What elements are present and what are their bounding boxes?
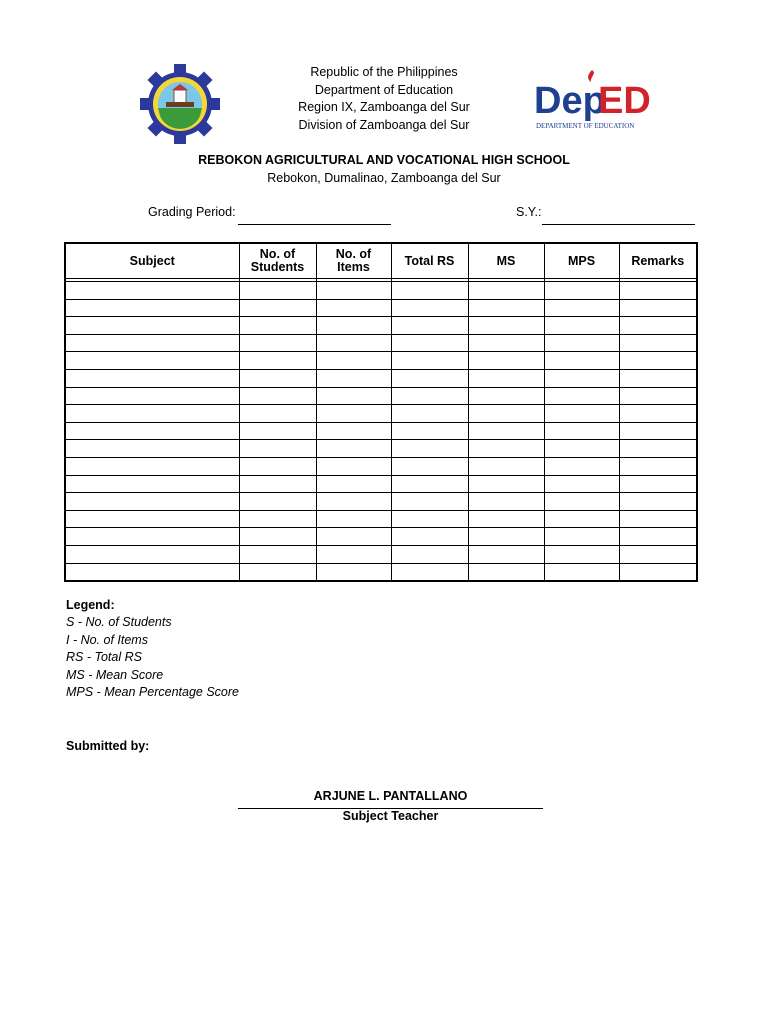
table-row bbox=[65, 475, 697, 493]
table-row bbox=[65, 334, 697, 352]
table-cell[interactable] bbox=[619, 528, 697, 546]
table-cell[interactable] bbox=[239, 282, 316, 300]
table-cell[interactable] bbox=[391, 369, 468, 387]
table-cell[interactable] bbox=[316, 493, 391, 511]
table-cell[interactable] bbox=[239, 299, 316, 317]
sy-label: S.Y.: bbox=[516, 205, 542, 219]
table-row bbox=[65, 422, 697, 440]
table-cell[interactable] bbox=[391, 475, 468, 493]
teacher-name: ARJUNE L. PANTALLANO bbox=[313, 789, 468, 803]
table-cell[interactable] bbox=[468, 563, 544, 581]
table-cell[interactable] bbox=[239, 563, 316, 581]
table-cell[interactable] bbox=[468, 405, 544, 423]
table-cell[interactable] bbox=[619, 299, 697, 317]
legend-item: MS - Mean Score bbox=[66, 668, 164, 682]
table-cell[interactable] bbox=[544, 510, 619, 528]
table-cell[interactable] bbox=[391, 299, 468, 317]
table-row bbox=[65, 440, 697, 458]
table-cell[interactable] bbox=[619, 387, 697, 405]
table-cell[interactable] bbox=[391, 493, 468, 511]
table-cell[interactable] bbox=[468, 510, 544, 528]
table-cell[interactable] bbox=[316, 475, 391, 493]
legend-item: RS - Total RS bbox=[66, 650, 142, 664]
column-header-students-line1: No. of bbox=[259, 247, 296, 261]
table-cell[interactable] bbox=[619, 563, 697, 581]
table-cell[interactable] bbox=[65, 282, 239, 300]
table-cell[interactable] bbox=[65, 510, 239, 528]
table-cell[interactable] bbox=[468, 440, 544, 458]
table-cell[interactable] bbox=[544, 528, 619, 546]
table-cell[interactable] bbox=[391, 405, 468, 423]
column-header-items: No. of Items bbox=[316, 243, 391, 279]
table-cell[interactable] bbox=[316, 369, 391, 387]
table-cell[interactable] bbox=[391, 440, 468, 458]
column-header-ms: MS bbox=[468, 243, 544, 279]
table-cell[interactable] bbox=[65, 457, 239, 475]
table-cell[interactable] bbox=[468, 457, 544, 475]
table-row bbox=[65, 457, 697, 475]
table-cell[interactable] bbox=[468, 369, 544, 387]
table-cell[interactable] bbox=[316, 352, 391, 370]
table-cell[interactable] bbox=[239, 475, 316, 493]
table-cell[interactable] bbox=[619, 405, 697, 423]
deped-logo-dep: Dep bbox=[534, 80, 606, 122]
table-cell[interactable] bbox=[391, 282, 468, 300]
table-cell[interactable] bbox=[391, 457, 468, 475]
table-cell[interactable] bbox=[391, 317, 468, 335]
grading-period-label: Grading Period: bbox=[148, 205, 236, 219]
table-cell[interactable] bbox=[544, 440, 619, 458]
table-cell[interactable] bbox=[544, 299, 619, 317]
table-cell[interactable] bbox=[316, 457, 391, 475]
table-cell[interactable] bbox=[619, 422, 697, 440]
report-table bbox=[64, 242, 698, 582]
table-row bbox=[65, 317, 697, 335]
table-cell[interactable] bbox=[316, 317, 391, 335]
table-cell[interactable] bbox=[619, 440, 697, 458]
header-line-division: Division of Zamboanga del Sur bbox=[298, 118, 470, 132]
table-row bbox=[65, 510, 697, 528]
table-cell[interactable] bbox=[316, 422, 391, 440]
table-cell[interactable] bbox=[239, 334, 316, 352]
column-header-subject: Subject bbox=[65, 243, 239, 279]
table-cell[interactable] bbox=[468, 475, 544, 493]
header-line-region: Region IX, Zamboanga del Sur bbox=[298, 100, 470, 114]
table-cell[interactable] bbox=[239, 352, 316, 370]
table-row bbox=[65, 369, 697, 387]
table-cell[interactable] bbox=[65, 405, 239, 423]
header-line-department: Department of Education bbox=[314, 83, 454, 97]
column-header-remarks: Remarks bbox=[619, 243, 697, 279]
table-cell[interactable] bbox=[468, 493, 544, 511]
table-cell[interactable] bbox=[65, 352, 239, 370]
table-cell[interactable] bbox=[391, 528, 468, 546]
table-cell[interactable] bbox=[391, 545, 468, 563]
table-cell[interactable] bbox=[239, 545, 316, 563]
table-cell[interactable] bbox=[239, 457, 316, 475]
table-cell[interactable] bbox=[544, 563, 619, 581]
table-cell[interactable] bbox=[468, 422, 544, 440]
table-cell[interactable] bbox=[544, 422, 619, 440]
table-cell[interactable] bbox=[544, 405, 619, 423]
table-cell[interactable] bbox=[65, 299, 239, 317]
table-cell[interactable] bbox=[239, 493, 316, 511]
table-cell[interactable] bbox=[544, 387, 619, 405]
header-line-republic: Republic of the Philippines bbox=[310, 65, 458, 79]
table-cell[interactable] bbox=[316, 387, 391, 405]
table-cell[interactable] bbox=[65, 369, 239, 387]
table-cell[interactable] bbox=[316, 563, 391, 581]
table-cell[interactable] bbox=[65, 440, 239, 458]
legend-title: Legend: bbox=[66, 598, 115, 612]
legend-item: MPS - Mean Percentage Score bbox=[66, 685, 239, 699]
table-cell[interactable] bbox=[239, 387, 316, 405]
table-cell[interactable] bbox=[619, 545, 697, 563]
table-cell[interactable] bbox=[468, 528, 544, 546]
table-cell[interactable] bbox=[619, 352, 697, 370]
sy-field[interactable] bbox=[542, 210, 695, 225]
column-header-mps: MPS bbox=[544, 243, 619, 279]
table-cell[interactable] bbox=[391, 510, 468, 528]
table-cell[interactable] bbox=[65, 334, 239, 352]
table-cell[interactable] bbox=[391, 352, 468, 370]
table-cell[interactable] bbox=[316, 282, 391, 300]
table-row bbox=[65, 299, 697, 317]
table-cell[interactable] bbox=[239, 510, 316, 528]
table-cell[interactable] bbox=[544, 369, 619, 387]
table-cell[interactable] bbox=[239, 422, 316, 440]
school-address: Rebokon, Dumalinao, Zamboanga del Sur bbox=[267, 171, 501, 185]
table-cell[interactable] bbox=[468, 317, 544, 335]
school-name: REBOKON AGRICULTURAL AND VOCATIONAL HIGH SCHOOL bbox=[198, 153, 570, 167]
table-cell[interactable] bbox=[619, 493, 697, 511]
table-cell[interactable] bbox=[316, 528, 391, 546]
table-cell[interactable] bbox=[391, 387, 468, 405]
table-cell[interactable] bbox=[316, 405, 391, 423]
table-cell[interactable] bbox=[65, 317, 239, 335]
table-cell[interactable] bbox=[544, 352, 619, 370]
table-cell[interactable] bbox=[544, 317, 619, 335]
table-cell[interactable] bbox=[65, 422, 239, 440]
table-cell[interactable] bbox=[619, 510, 697, 528]
table-cell[interactable] bbox=[544, 457, 619, 475]
grading-period-field[interactable] bbox=[238, 210, 391, 225]
table-cell[interactable] bbox=[316, 510, 391, 528]
table-cell[interactable] bbox=[239, 369, 316, 387]
table-cell[interactable] bbox=[239, 440, 316, 458]
table-cell[interactable] bbox=[65, 545, 239, 563]
table-cell[interactable] bbox=[619, 369, 697, 387]
column-header-students bbox=[239, 243, 316, 279]
table-row bbox=[65, 405, 697, 423]
table-cell[interactable] bbox=[544, 493, 619, 511]
table-cell[interactable] bbox=[316, 545, 391, 563]
table-cell[interactable] bbox=[468, 282, 544, 300]
deped-logo-ed: ED bbox=[598, 80, 651, 122]
table-row bbox=[65, 563, 697, 581]
table-cell[interactable] bbox=[468, 334, 544, 352]
table-row bbox=[65, 387, 697, 405]
table-cell[interactable] bbox=[619, 475, 697, 493]
table-cell[interactable] bbox=[544, 475, 619, 493]
table-cell[interactable] bbox=[468, 352, 544, 370]
table-row bbox=[65, 282, 697, 300]
table-cell[interactable] bbox=[65, 528, 239, 546]
table-cell[interactable] bbox=[468, 387, 544, 405]
table-cell[interactable] bbox=[316, 440, 391, 458]
column-header-total-rs: Total RS bbox=[391, 243, 468, 279]
table-cell[interactable] bbox=[316, 299, 391, 317]
table-cell[interactable] bbox=[239, 405, 316, 423]
table-cell[interactable] bbox=[619, 457, 697, 475]
table-cell[interactable] bbox=[544, 545, 619, 563]
submitted-by-label: Submitted by: bbox=[66, 739, 150, 753]
deped-logo-subtitle: DEPARTMENT OF EDUCATION bbox=[536, 122, 635, 130]
table-cell[interactable] bbox=[391, 422, 468, 440]
table-cell[interactable] bbox=[65, 563, 239, 581]
table-cell[interactable] bbox=[544, 334, 619, 352]
table-row bbox=[65, 545, 697, 563]
legend-item: I - No. of Items bbox=[66, 633, 148, 647]
table-body bbox=[65, 279, 697, 582]
table-row bbox=[65, 352, 697, 370]
table-row bbox=[65, 493, 697, 511]
table-cell[interactable] bbox=[65, 475, 239, 493]
table-cell[interactable] bbox=[391, 334, 468, 352]
table-cell[interactable] bbox=[239, 317, 316, 335]
table-cell[interactable] bbox=[619, 317, 697, 335]
table-cell[interactable] bbox=[316, 334, 391, 352]
table-row bbox=[65, 528, 697, 546]
table-cell[interactable] bbox=[544, 282, 619, 300]
table-cell[interactable] bbox=[65, 493, 239, 511]
teacher-title: Subject Teacher bbox=[342, 809, 439, 823]
table-header-row bbox=[65, 243, 697, 279]
table-cell[interactable] bbox=[239, 528, 316, 546]
table-cell[interactable] bbox=[65, 387, 239, 405]
table-cell[interactable] bbox=[619, 282, 697, 300]
column-header-students-line2: Students bbox=[250, 260, 305, 274]
legend-item: S - No. of Students bbox=[66, 615, 172, 629]
table-cell[interactable] bbox=[468, 545, 544, 563]
table-cell[interactable] bbox=[391, 563, 468, 581]
table-cell[interactable] bbox=[619, 334, 697, 352]
table-cell[interactable] bbox=[468, 299, 544, 317]
